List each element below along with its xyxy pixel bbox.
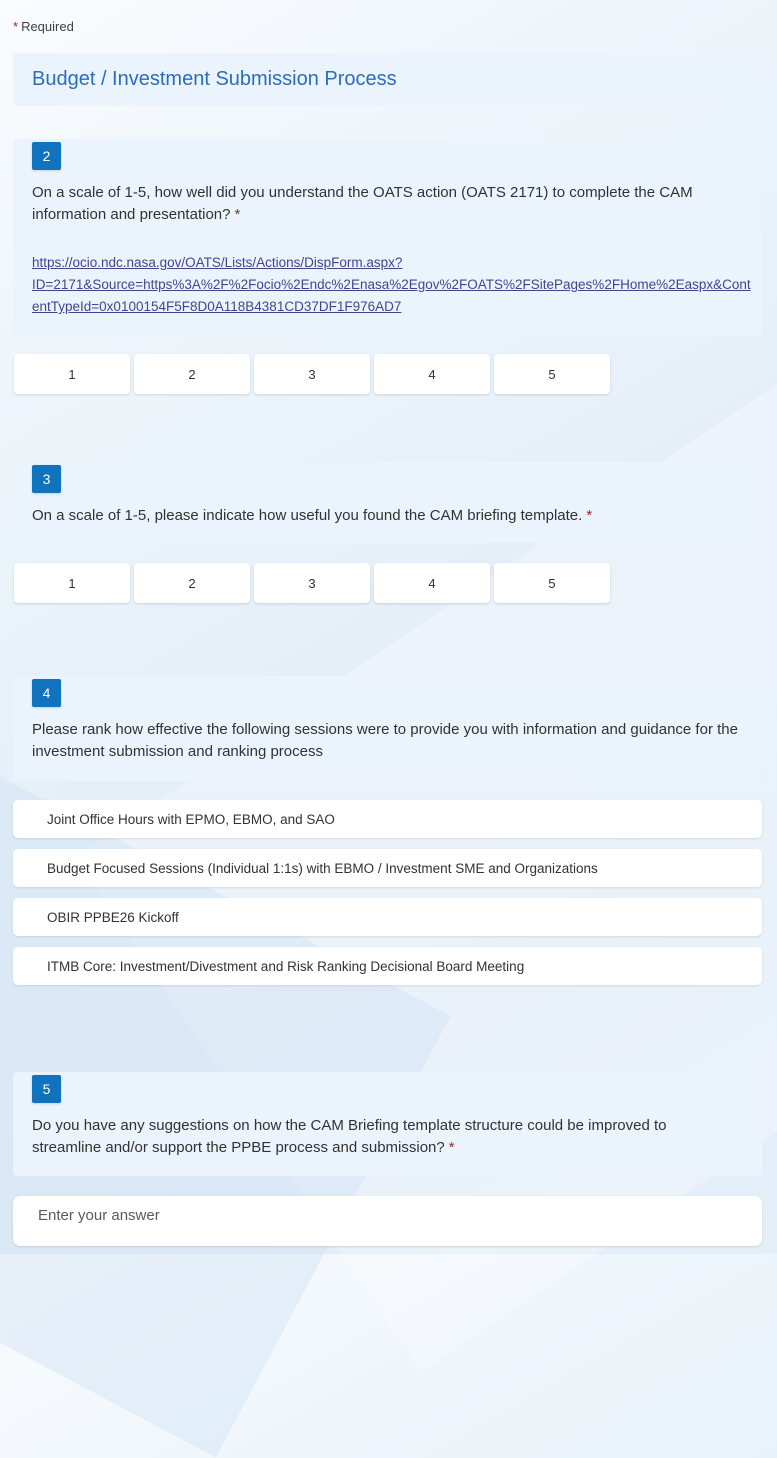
required-marker: * <box>234 206 241 223</box>
question-number-badge: 5 <box>32 1075 61 1103</box>
rank-item[interactable] <box>13 800 762 838</box>
question-number-badge: 3 <box>32 465 61 493</box>
rank-item[interactable] <box>13 947 762 985</box>
required-marker: * <box>586 507 593 524</box>
scale-option-2[interactable]: 2 <box>134 354 250 394</box>
rank-item-label: Budget Focused Sessions (Individual 1:1s) with EBMO / Investment SME and Organizations <box>47 860 598 876</box>
form-page <box>0 19 777 1246</box>
question-3-card <box>13 462 762 543</box>
required-marker: * <box>448 1139 455 1156</box>
required-label: Required <box>21 19 74 34</box>
section-title: Budget / Investment Submission Process <box>32 68 397 90</box>
scale-option-1[interactable]: 1 <box>14 354 130 394</box>
scale-option-5[interactable]: 5 <box>494 354 610 394</box>
ranking-list <box>13 800 762 985</box>
rank-item-label: Joint Office Hours with EPMO, EBMO, and SAO <box>47 811 335 827</box>
question-5-card <box>13 1072 762 1176</box>
required-asterisk: * <box>13 19 19 34</box>
section-header-card <box>13 53 762 106</box>
link-line[interactable]: https://ocio.ndc.nasa.gov/OATS/Lists/Actions/DispForm.aspx? <box>32 255 403 270</box>
rank-item[interactable] <box>13 898 762 936</box>
question-number-badge: 2 <box>32 142 61 170</box>
question-text <box>32 505 738 527</box>
question-text <box>32 719 738 763</box>
scale-option-3[interactable]: 3 <box>254 563 370 603</box>
scale-option-4[interactable]: 4 <box>374 354 490 394</box>
scale-row-q2 <box>14 354 777 394</box>
link-line[interactable]: entTypeId=0x0100154F5F8D0A118B4381CD37DF1F976AD7 <box>32 299 402 314</box>
question-2-card <box>13 139 762 336</box>
scale-option-3[interactable]: 3 <box>254 354 370 394</box>
scale-option-1[interactable]: 1 <box>14 563 130 603</box>
scale-row-q3 <box>14 563 777 603</box>
question-text <box>32 1115 738 1159</box>
question-number-badge: 4 <box>32 679 61 707</box>
rank-item[interactable] <box>13 849 762 887</box>
question-text-content: Do you have any suggestions on how the CAM Briefing template structure could be improved to streamline and/or support the PPBE process and submission? <box>32 1117 667 1156</box>
required-note <box>13 19 777 34</box>
question-4-card <box>13 676 762 781</box>
question-link[interactable] <box>32 252 751 318</box>
question-text-content: On a scale of 1-5, please indicate how useful you found the CAM briefing template. <box>32 507 583 524</box>
question-text <box>32 182 738 226</box>
link-line[interactable]: ID=2171&Source=https%3A%2F%2Focio%2Endc%2Enasa%2Egov%2FOATS%2FSitePages%2FHome%2Easpx&Cont <box>32 277 751 292</box>
answer-input[interactable] <box>13 1196 762 1246</box>
rank-item-label: OBIR PPBE26 Kickoff <box>47 909 179 925</box>
question-text-content: On a scale of 1-5, how well did you understand the OATS action (OATS 2171) to complete the CAM information and presentation? <box>32 184 693 223</box>
rank-item-label: ITMB Core: Investment/Divestment and Risk Ranking Decisional Board Meeting <box>47 958 525 974</box>
question-text-content: Please rank how effective the following sessions were to provide you with information and guidance for the investment submission and ranking process <box>32 721 738 760</box>
scale-option-5[interactable]: 5 <box>494 563 610 603</box>
scale-option-2[interactable]: 2 <box>134 563 250 603</box>
scale-option-4[interactable]: 4 <box>374 563 490 603</box>
